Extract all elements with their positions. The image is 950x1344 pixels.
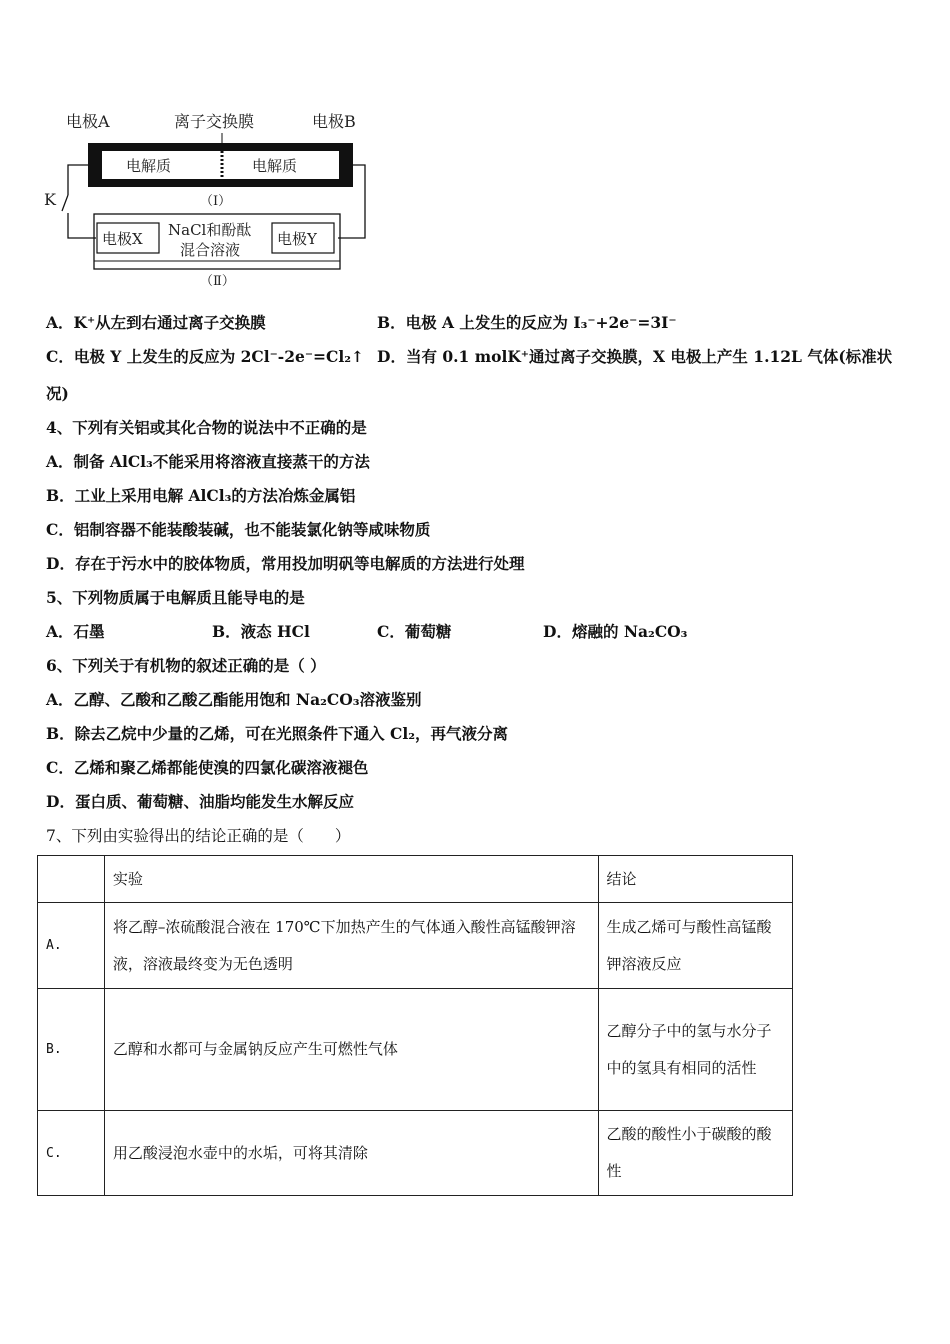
- table-header-row: [38, 856, 793, 903]
- row-conclusion: 乙酸的酸性小于碳酸的酸性: [598, 1111, 792, 1196]
- row-experiment: 乙醇和水都可与金属钠反应产生可燃性气体: [104, 989, 598, 1111]
- q6-option-b: B．除去乙烷中少量的乙烯，可在光照条件下通入 Cl₂，再气液分离: [46, 724, 509, 743]
- electrode-b-label: 电极B: [312, 112, 356, 131]
- q3-option-b: B．电极 A 上发生的反应为 I₃⁻+2e⁻=3I⁻: [377, 313, 677, 332]
- table-row: [38, 1111, 793, 1196]
- q3-option-c: C．电极 Y 上发生的反应为 2Cl⁻-2e⁻=Cl₂↑: [46, 347, 365, 366]
- q7-stem: 7、下列由实验得出的结论正确的是（ ）: [46, 827, 351, 845]
- q4-option-b: B．工业上采用电解 AlCl₃的方法冶炼金属铝: [46, 486, 356, 505]
- electrode-y-label: 电极Y: [277, 230, 317, 248]
- solution-line2: 混合溶液: [180, 241, 241, 259]
- electrolyte-left: 电解质: [126, 157, 172, 175]
- table-row: [38, 989, 793, 1111]
- q3-option-a: A．K⁺从左到右通过离子交换膜: [46, 313, 266, 332]
- q6-stem: 6、下列关于有机物的叙述正确的是（ ）: [46, 656, 326, 675]
- q6-option-a: A．乙醇、乙酸和乙酸乙酯能用饱和 Na₂CO₃溶液鉴别: [46, 690, 422, 709]
- q3-option-d: D．当有 0.1 molK⁺通过离子交换膜，X 电极上产生 1.12L 气体(标准状: [377, 347, 893, 366]
- q5-option-c: C．葡萄糖: [377, 622, 452, 641]
- cell-1-label: （Ⅰ）: [200, 194, 232, 209]
- q4-option-d: D．存在于污水中的胶体物质，常用投加明矾等电解质的方法进行处理: [46, 554, 525, 573]
- header-cell-conclusion: 结论: [598, 856, 792, 903]
- electrode-a-label: 电极A: [66, 112, 110, 131]
- q4-option-c: C．铝制容器不能装酸装碱，也不能装氯化钠等咸味物质: [46, 520, 431, 539]
- switch-k: [62, 195, 68, 211]
- row-experiment: 用乙酸浸泡水壶中的水垢，可将其清除: [104, 1111, 598, 1196]
- cell-2-label: （Ⅱ）: [200, 274, 235, 289]
- row-experiment: 将乙醇–浓硫酸混合液在 170℃下加热产生的气体通入酸性高锰酸钾溶液，溶液最终变为无色透明: [104, 903, 598, 989]
- q5-option-d: D．熔融的 Na₂CO₃: [543, 622, 688, 641]
- switch-k-label: K: [44, 190, 56, 209]
- header-cell-label: [38, 856, 105, 903]
- row-conclusion: 生成乙烯可与酸性高锰酸钾溶液反应: [598, 903, 792, 989]
- q5-option-a: A．石墨: [46, 622, 105, 641]
- membrane-label: 离子交换膜: [174, 112, 255, 131]
- q3-option-d-cont: 况): [46, 384, 69, 403]
- row-label: B.: [38, 989, 105, 1111]
- q5-stem: 5、下列物质属于电解质且能导电的是: [46, 588, 305, 607]
- electrolyte-right: 电解质: [252, 157, 298, 175]
- q6-option-d: D．蛋白质、葡萄糖、油脂均能发生水解反应: [46, 792, 354, 811]
- electrolysis-diagram: [40, 105, 380, 290]
- q4-stem: 4、下列有关铝或其化合物的说法中不正确的是: [46, 418, 367, 437]
- q4-option-a: A．制备 AlCl₃不能采用将溶液直接蒸干的方法: [46, 452, 370, 471]
- row-conclusion: 乙醇分子中的氢与水分子中的氢具有相同的活性: [598, 989, 792, 1111]
- table-row: [38, 903, 793, 989]
- row-label: A.: [38, 903, 105, 989]
- q6-option-c: C．乙烯和聚乙烯都能使溴的四氯化碳溶液褪色: [46, 758, 369, 777]
- electrode-x-label: 电极X: [102, 230, 143, 248]
- row-label: C.: [38, 1111, 105, 1196]
- q7-table: [37, 855, 793, 1196]
- header-cell-experiment: 实验: [104, 856, 598, 903]
- q5-option-b: B．液态 HCl: [212, 622, 310, 641]
- solution-line1: NaCl和酚酞: [168, 221, 252, 239]
